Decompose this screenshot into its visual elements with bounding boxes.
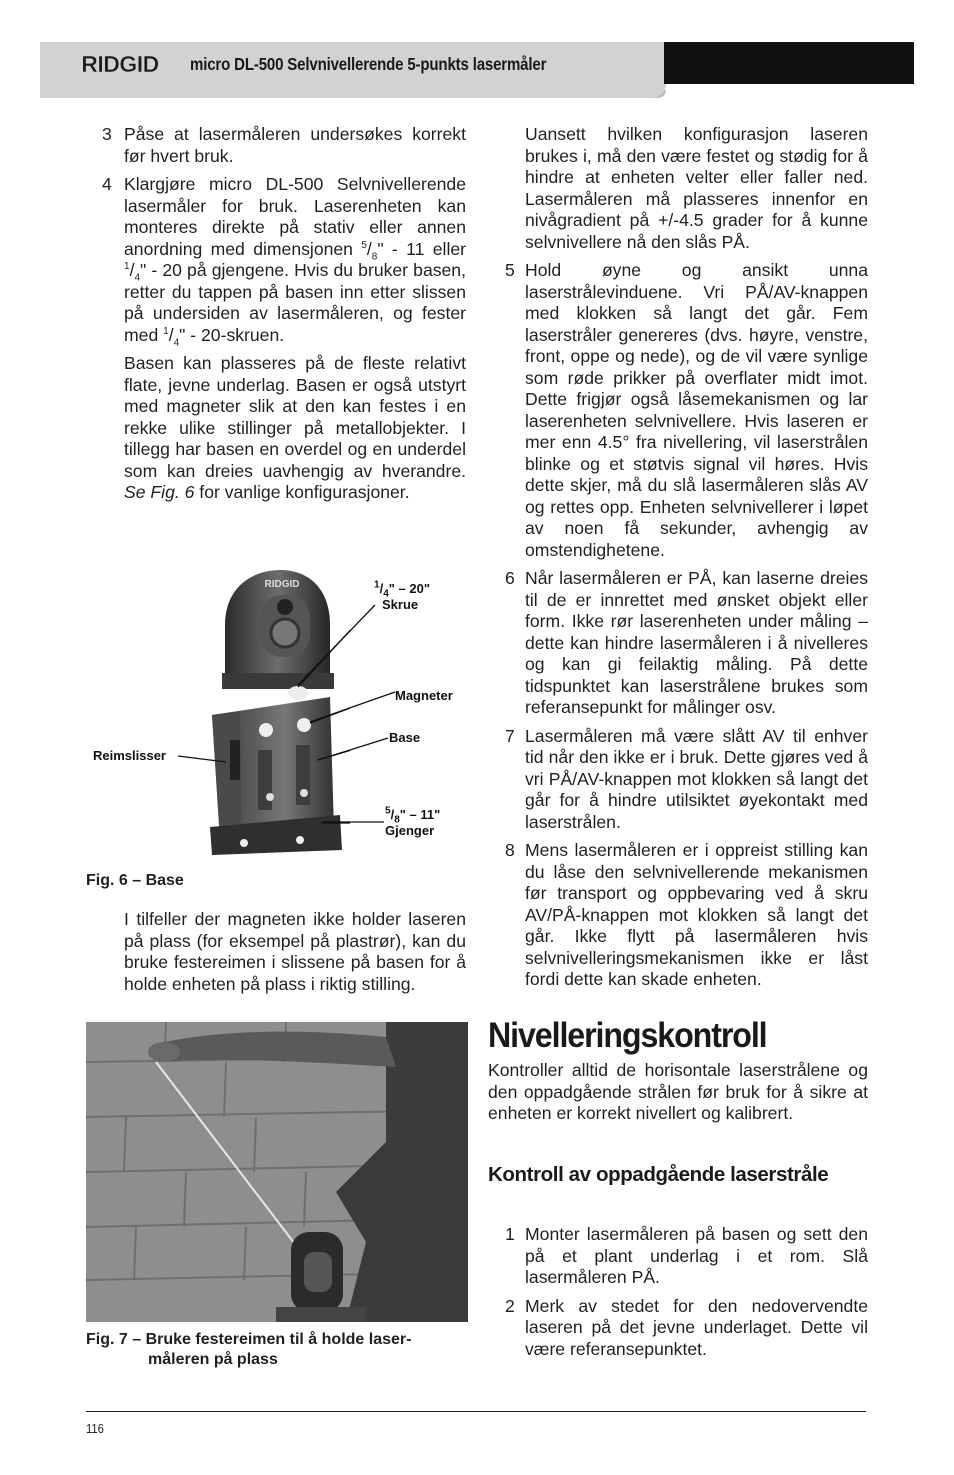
list-number: 1 — [505, 1224, 515, 1244]
figure-6-caption: Fig. 6 – Base — [86, 872, 184, 889]
figure-reference: Se Fig. 6 — [124, 482, 195, 502]
caption-line: måleren på plass — [148, 1351, 278, 1368]
list-number: 2 — [505, 1295, 515, 1316]
list-text-d: " - 20-skruen. — [179, 324, 285, 345]
list-item-7 — [488, 726, 868, 834]
device-brand: RIDGID — [264, 579, 300, 590]
list-item-3 — [104, 124, 466, 167]
caption-line: Fig. 7 – Bruke festereimen til å holde laser- — [86, 1331, 412, 1348]
list-text: Hold øyne og ansikt unna laserstrålevinduene. Vri PÅ/AV-knappen med klokken så langt det går. Fem laserstråler genereres (dvs. høyre, venstre, front, oppe og nede), og de vil være synlige som røde prikker på overflater midt imot. Dette frigjør også låsemekanismen og lar laserenheten selvnivellere. Hvis laseren er mer enn 4.5° fra nivellering, vil laserstrålen blinke og et støtvis signal vil høres. Hvis dette skjer, må du slå lasermåleren slås AV og rettes opp. Enheten selvnivellerer i løpet av noen få sekunder, avhengig av omstendighetene. — [525, 260, 868, 560]
list-text-a: Klargjøre micro DL-500 Selvnivellerende lasermåler for bruk. Laserenheten kan monteres direkte på stativ eller annen anordning med dimensjonen — [124, 174, 466, 259]
step-2 — [488, 1296, 868, 1361]
fraction-numerator: 5 — [361, 239, 367, 251]
logo-text: RIDGID — [81, 52, 159, 76]
right-column-steps — [488, 1224, 868, 1367]
fraction-denominator: 4 — [134, 272, 141, 284]
paragraph-intro: Uansett hvilken konfigurasjon laseren brukes i, må den være festet og stødig for å hindre at enheten velter eller faller ned. Lasermåleren må plasseres innenfor en nivågradient på +/-4.5 grader for å kunne selvnivellere nå den slås PÅ. — [525, 124, 868, 252]
fraction-numerator: 1 — [124, 261, 130, 273]
paragraph-magnet: I tilfeller der magneten ikke holder laseren på plass (for eksempel på plastrør), kan du bruke festereimen i slissene på basen for å holde enheten på plass i riktig stilling. — [124, 909, 466, 994]
fraction-denominator: 8 — [394, 814, 400, 826]
label-base: Base — [389, 730, 421, 745]
paragraph-text: Basen kan plasseres på de fleste relativt flate, jevne underlag. Basen er også utstyrt med magneter slik at den kan festes i en rekke ulike stillinger på metallobjekter. I tillegg har basen en overdel og en underdel som kan dreies uavhengig av hverandre. — [124, 353, 466, 481]
step-1 — [488, 1224, 868, 1289]
list-number: 3 — [102, 124, 112, 144]
list-item-6 — [488, 568, 868, 719]
list-text: Mens lasermåleren er i oppreist stilling kan du låse den selvnivellerende mekanismen før transport og oppbevaring ved å skru AV/PÅ-knappen mot klokken så langt det går. Ikke flytt på lasermåleren hvis selvnivelleringsmekanismen ikke er låst fordi dette kan skade enheten. — [525, 840, 868, 989]
list-number: 8 — [505, 840, 515, 860]
label-strap-slots: Reimslisser — [93, 748, 166, 763]
leader-lines-outside — [170, 560, 400, 860]
label-screw: $^1/_4$" – 20" Skrue — [374, 579, 430, 612]
list-number: 7 — [505, 725, 515, 746]
fraction-denominator: 4 — [383, 588, 389, 600]
list-text: Merk av stedet for den nedovervendte laseren på det jevne underlaget. Dette vil være referansepunktet. — [525, 1295, 868, 1359]
list-text: Monter lasermåleren på basen og sett den på et plant underlag i et rom. Slå lasermåleren PÅ. — [525, 1224, 868, 1287]
ridgid-logo — [70, 52, 170, 76]
page-number: 116 — [86, 1422, 104, 1436]
label-text: Gjenger — [385, 823, 435, 838]
label-text: " – 11" — [399, 807, 441, 822]
list-number: 6 — [505, 568, 515, 588]
footer-rule — [86, 1411, 866, 1412]
list-item-4: 4 Klargjøre micro DL-500 Selvnivellerende lasermåler for bruk. Laserenheten kan monteres direkte på stativ eller annen anordning med dimensjonen $^5/_8$" - 11 eller $^1/_4$" - 20 på gjengene. Hvis du bruker basen, retter du tappen på basen inn etter slissen på undersiden av lasermåleren, og fester med $^1/_4$" - 20-skruen. — [102, 174, 466, 349]
list-text: Lasermåleren må være slått AV til enhver tid når den ikke er i bruk. Dette gjøres ved å vri PÅ/AV-knappen mot klokken så langt det går for å hindre utilsiktet øyekontakt med laserstrålen. — [525, 725, 868, 832]
list-text-c: " - 20 på gjengene. Hvis du bruker basen, retter du tappen på basen inn etter slissen på undersiden av lasermåleren, og fester med — [124, 260, 466, 345]
paragraph-base — [104, 353, 466, 504]
list-number: 5 — [505, 260, 515, 280]
figure-7-photo — [86, 1022, 468, 1322]
fraction-numerator: 1 — [374, 579, 380, 591]
header-black-block — [664, 42, 914, 84]
label-magnets: Magneter — [395, 688, 453, 703]
left-column-top — [104, 124, 466, 511]
right-column-top — [488, 124, 868, 998]
label-thread: $^5/_8$" – 11" Gjenger — [385, 805, 441, 838]
list-text: Påse at lasermåleren undersøkes korrekt før hvert bruk. — [124, 124, 466, 166]
fraction-numerator: 1 — [163, 325, 169, 337]
label-text: " – 20" — [388, 581, 430, 596]
list-text-b: " - 11 eller — [377, 238, 466, 259]
heading-leveling-check: Nivelleringskontroll — [488, 1016, 767, 1055]
list-number: 4 — [102, 174, 112, 194]
fraction-denominator: 8 — [371, 251, 378, 263]
figure-7-caption — [86, 1330, 466, 1370]
list-item-5 — [488, 260, 868, 561]
paragraph-text: for vanlige konfigurasjoner. — [194, 482, 410, 502]
list-item-8 — [488, 840, 868, 991]
header-title: micro DL-500 Selvnivellerende 5-punkts lasermåler — [190, 54, 547, 74]
fraction-numerator: 5 — [385, 805, 391, 817]
list-text: Når lasermåleren er PÅ, kan laserne dreies til de er innrettet med ønsket objekt eller form. Ikke rør laserenheten under måling – dette kan hindre lasermåleren i å nivelleres og kan gi feilaktig måling. På dette tidspunktet kan laserstrålene brukes som referansepunkt for målinger osv. — [525, 568, 868, 717]
left-column-middle — [104, 909, 466, 1002]
paragraph-check: Kontroller alltid de horisontale laserstrålene og den oppadgående strålen før bruk for å sikre at enheten er korrekt nivellert og kalibrert. — [488, 1060, 868, 1123]
heading-upward-beam-check: Kontroll av oppadgående laserstråle — [488, 1163, 829, 1186]
label-text: Skrue — [382, 597, 419, 612]
fraction-denominator: 4 — [173, 337, 180, 349]
